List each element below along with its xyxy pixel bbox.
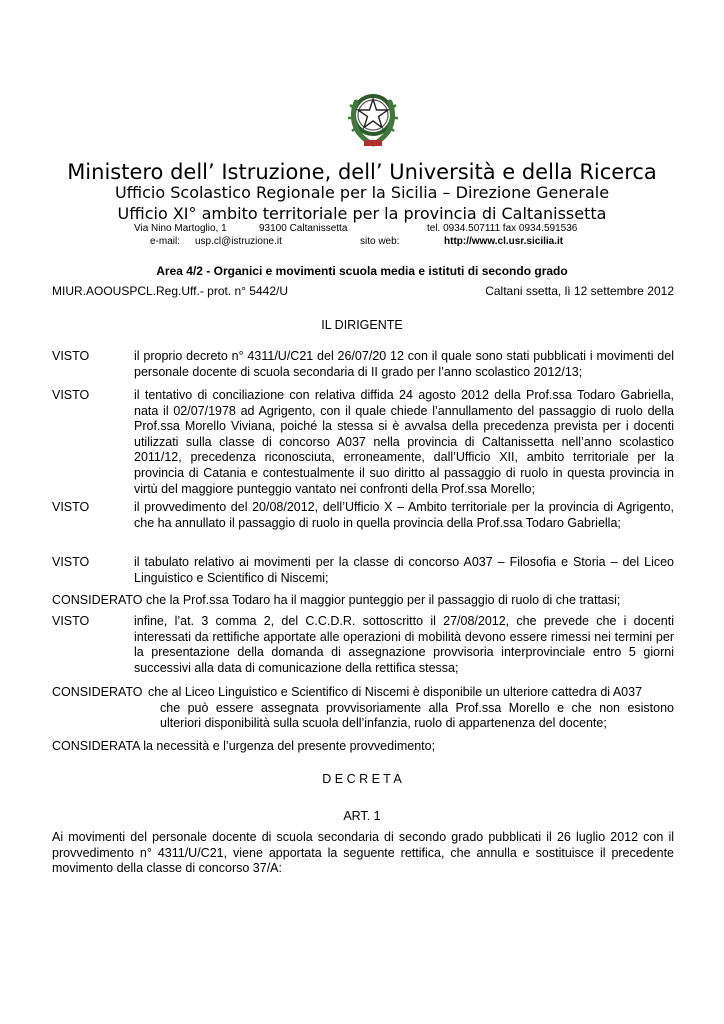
protocol-number: MIUR.AOOUSPCL.Reg.Uff.- prot. n° 5442/U	[52, 284, 288, 298]
premise-item	[52, 555, 674, 586]
ministry-name: Ministero dell’ Istruzione, dell’ Università e della Ricerca	[67, 160, 657, 184]
area-heading: Area 4/2 - Organici e movimenti scuola media e istituti di secondo grado	[156, 264, 568, 278]
premise-text: il provvedimento del 20/08/2012, dell’Ufficio X – Ambito territoriale per la provincia di Agrigento, che ha annullato il passaggio di ruolo in quella provincia della Prof.ssa Todaro Gabriella;	[134, 500, 674, 530]
premise-text: il proprio decreto n° 4311/U/C21 del 26/07/20 12 con il quale sono stati pubblicati i movimenti del personale docente di scuola secondaria di II grado per l’anno scolastico 2012/13;	[134, 349, 674, 379]
premise-label: VISTO	[52, 388, 90, 402]
premise-text: la necessità e l’urgenza del presente provvedimento;	[143, 739, 436, 753]
premise-label: VISTO	[52, 349, 90, 363]
premise-item	[52, 593, 620, 607]
decreta-heading: D E C R E T A	[322, 772, 402, 786]
premise-text: infine, l’at. 3 comma 2, del C.C.D.R. sottoscritto il 27/08/2012, che prevede che i docenti interessati da rettifiche apportate alle operazioni di mobilità devono essere rimessi nei termini per la presentazione della domanda di assegnazione provvisoria interprovinciale entro 5 giorni successivi alla data di comunicazione della rettifica stessa;	[134, 614, 674, 675]
premise-item	[52, 739, 435, 753]
premise-label: CONSIDERATO	[52, 593, 143, 607]
italian-republic-emblem-icon	[342, 88, 404, 150]
premise-text: il tabulato relativo ai movimenti per la classe di concorso A037 – Filosofia e Storia – del Liceo Linguistico e Scientifico di Niscemi;	[134, 555, 674, 585]
address: Via Nino Martoglio, 1	[134, 223, 227, 234]
premise-label: VISTO	[52, 614, 90, 628]
premise-label: VISTO	[52, 500, 90, 514]
premise-label: CONSIDERATA	[52, 739, 140, 753]
phone-fax: tel. 0934.507111 fax 0934.591536	[427, 223, 578, 234]
premise-label: CONSIDERATO	[52, 685, 143, 699]
premise-item	[52, 500, 674, 531]
premise-item	[52, 388, 674, 497]
place-date: Caltani ssetta, lì 12 settembre 2012	[485, 284, 674, 298]
website-link[interactable]: http://www.cl.usr.sicilia.it	[444, 236, 564, 247]
premise-item	[52, 685, 674, 732]
email-address[interactable]: usp.cl@istruzione.it	[195, 236, 282, 247]
email-label: e-mail:	[150, 236, 181, 247]
territorial-office: Ufficio XI° ambito territoriale per la provincia di Caltanissetta	[117, 204, 607, 223]
premise-label: VISTO	[52, 555, 90, 569]
document-title: IL DIRIGENTE	[321, 318, 403, 332]
premise-item	[52, 614, 674, 676]
premise-text: il tentativo di conciliazione con relativa diffida 24 agosto 2012 della Prof.ssa Todaro Gabriella, nata il 02/07/1978 ad Agrigento, con il quale chiede l’annullamento del passaggio di ruolo della Prof.ssa Morello Viviana, poiché la stessa si è avvalsa della precedenza prevista per i docenti utilizzati sulla classe di concorso A037 nella provincia di Caltanissetta nell’anno scolastico 2011/12, precedenza riconosciuta, erroneamente, dall’Ufficio XII, ambito territoriale per la provincia di Catania e contestualmente il suo diritto al passaggio di ruolo in questa provincia in virtù del maggiore punteggio vantato nei confronti della Prof.ssa Morello;	[134, 388, 674, 496]
premise-item	[52, 349, 674, 380]
regional-office: Ufficio Scolastico Regionale per la Sicilia – Direzione Generale	[114, 183, 610, 202]
website-label: sito web:	[360, 236, 400, 247]
premise-text: che può essere assegnata provvisoriamente alla Prof.ssa Morello e che non esistono ulteriori disponibilità sulla scuola dell’infanzia, ruolo di appartenenza del docente;	[160, 700, 674, 731]
premise-text: che la Prof.ssa Todaro ha il maggior punteggio per il passaggio di ruolo di che trattasi;	[146, 593, 621, 607]
premise-text-first-line: che al Liceo Linguistico e Scientifico di Niscemi è disponibile un ulteriore cattedra di A037	[148, 685, 643, 699]
city: 93100 Caltanissetta	[259, 223, 348, 234]
article-title: ART. 1	[343, 809, 381, 823]
article-text: Ai movimenti del personale docente di scuola secondaria di secondo grado pubblicati il 26 luglio 2012 con il provvedimento n° 4311/U/C21, viene apportata la seguente rettifica, che annulla e sostituisce il precedente movimento della classe di concorso 37/A:	[52, 830, 674, 876]
